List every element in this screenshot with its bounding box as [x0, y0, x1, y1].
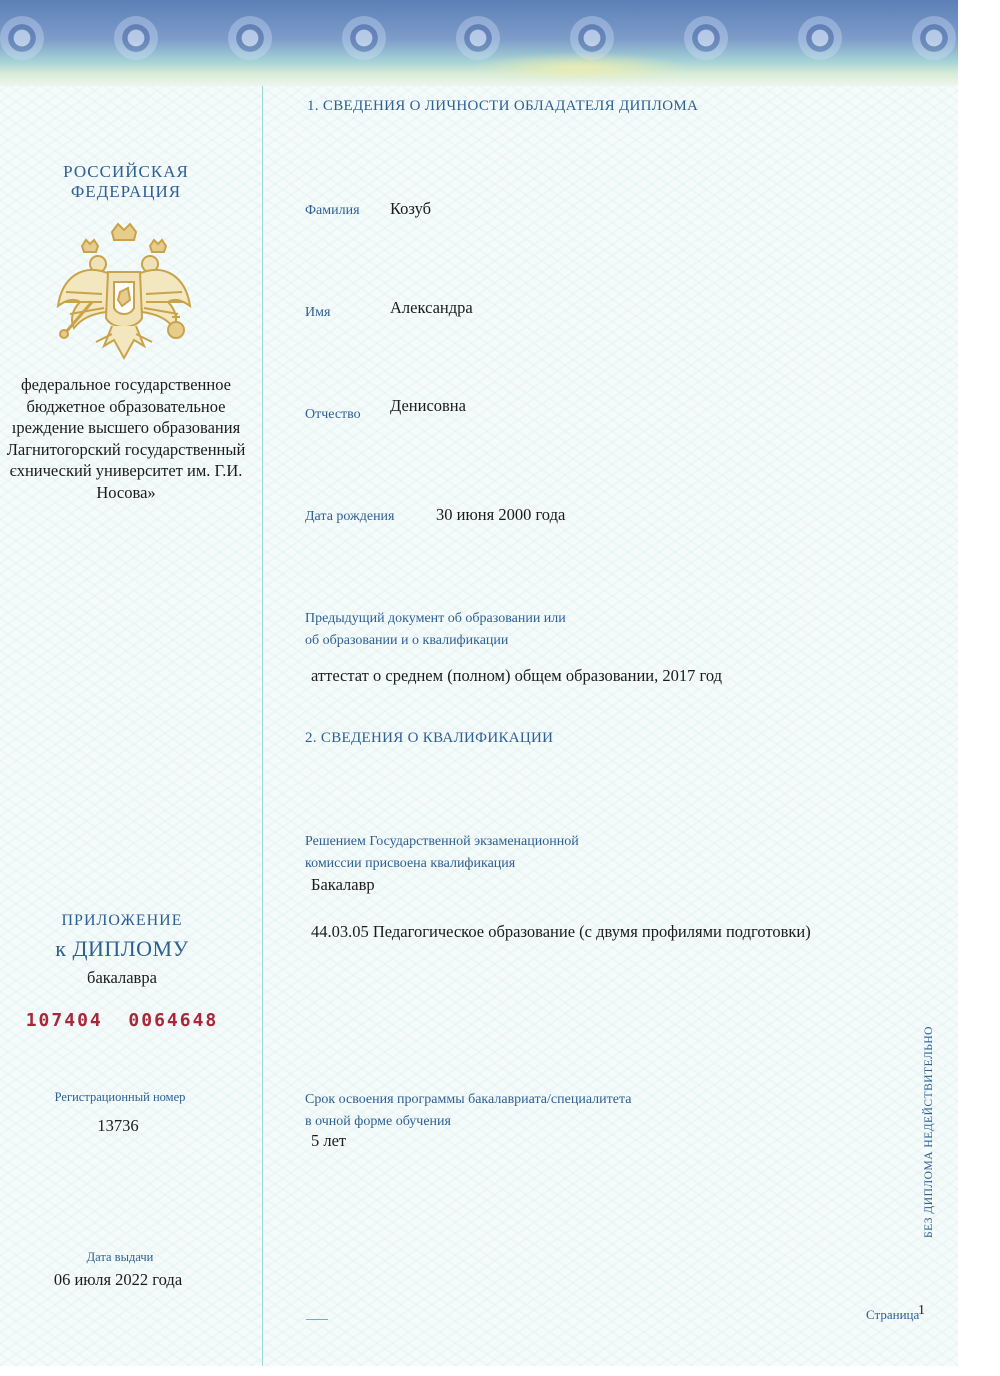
prev-doc-label-line-1: Предыдущий документ об образовании или [305, 611, 566, 626]
program-value: 44.03.05 Педагогическое образование (с двумя профилями подготовки) [311, 922, 811, 941]
reg-number: 13736 [97, 1116, 139, 1135]
issue-date: 06 июля 2022 года [53, 1270, 183, 1289]
duration-label-line-1: Срок освоения программы бакалавриата/специалитета [305, 1092, 632, 1107]
band-glow [470, 52, 690, 82]
qualification-value: Бакалавр [311, 875, 375, 894]
duration-label-line-2: в очной форме обучения [305, 1114, 451, 1129]
surname-value: Козуб [390, 199, 432, 218]
country-name: РОССИЙСКАЯ ФЕДЕРАЦИЯ [63, 162, 189, 201]
validity-note [922, 1018, 936, 1246]
patronymic-label: Отчество [305, 407, 361, 422]
institution-line: єхнический университет им. Г.И. [9, 461, 243, 480]
birthdate-label: Дата рождения [305, 509, 395, 524]
rosette-ornament [0, 6, 54, 70]
duration-value: 5 лет [311, 1131, 347, 1150]
validity-note-text: БЕЗ ДИПЛОМА НЕДЕЙСТВИТЕЛЬНО [923, 1026, 935, 1238]
rosette-ornament [218, 6, 282, 70]
rosette-ornament [902, 6, 958, 70]
issue-date-label: Дата выдачи [86, 1250, 154, 1264]
institution-name [0, 374, 276, 503]
prev-doc-label-line-2: об образовании и о квалификации [305, 633, 509, 648]
birthdate-value: 30 июня 2000 года [436, 505, 566, 524]
qualification-label-line-2: комиссии присвоена квалификация [305, 856, 516, 871]
institution-line: федеральное государственное [20, 375, 231, 394]
coat-of-arms-icon [52, 222, 196, 374]
left-column [0, 86, 262, 1366]
footer-dash [306, 1319, 328, 1320]
surname-label: Фамилия [305, 203, 360, 218]
prev-doc-value: аттестат о среднем (полном) общем образовании, 2017 год [311, 666, 723, 685]
appendix-label: ПРИЛОЖЕНИЕ [61, 912, 183, 929]
institution-line: Носова» [96, 482, 156, 502]
reg-number-label: Регистрационный номер [54, 1090, 186, 1104]
name-value: Александра [390, 298, 473, 317]
degree-type: бакалавра [87, 968, 157, 987]
patronymic-value: Денисовна [390, 396, 466, 415]
rosette-ornament [788, 6, 852, 70]
name-label: Имя [305, 305, 331, 320]
appendix-title: к ДИПЛОМУ [55, 936, 189, 961]
rosette-ornament [332, 6, 396, 70]
institution-line: бюджетное образовательное [26, 396, 226, 416]
institution-line: ıреждение высшего образования [11, 418, 241, 437]
section-1-title: 1. СВЕДЕНИЯ О ЛИЧНОСТИ ОБЛАДАТЕЛЯ ДИПЛОМА [307, 98, 699, 114]
right-column [263, 86, 958, 1366]
page-number: 1 [918, 1303, 925, 1318]
security-pattern-band [0, 0, 958, 86]
qualification-label-line-1: Решением Государственной экзаменационной [305, 834, 579, 849]
section-2-title: 2. СВЕДЕНИЯ О КВАЛИФИКАЦИИ [305, 730, 554, 746]
institution-line: Лагнитогорский государственный [6, 439, 246, 459]
page-label: Страница [866, 1307, 920, 1322]
rosette-ornament [104, 6, 168, 70]
serial-number: 107404 0064648 [25, 1010, 219, 1031]
